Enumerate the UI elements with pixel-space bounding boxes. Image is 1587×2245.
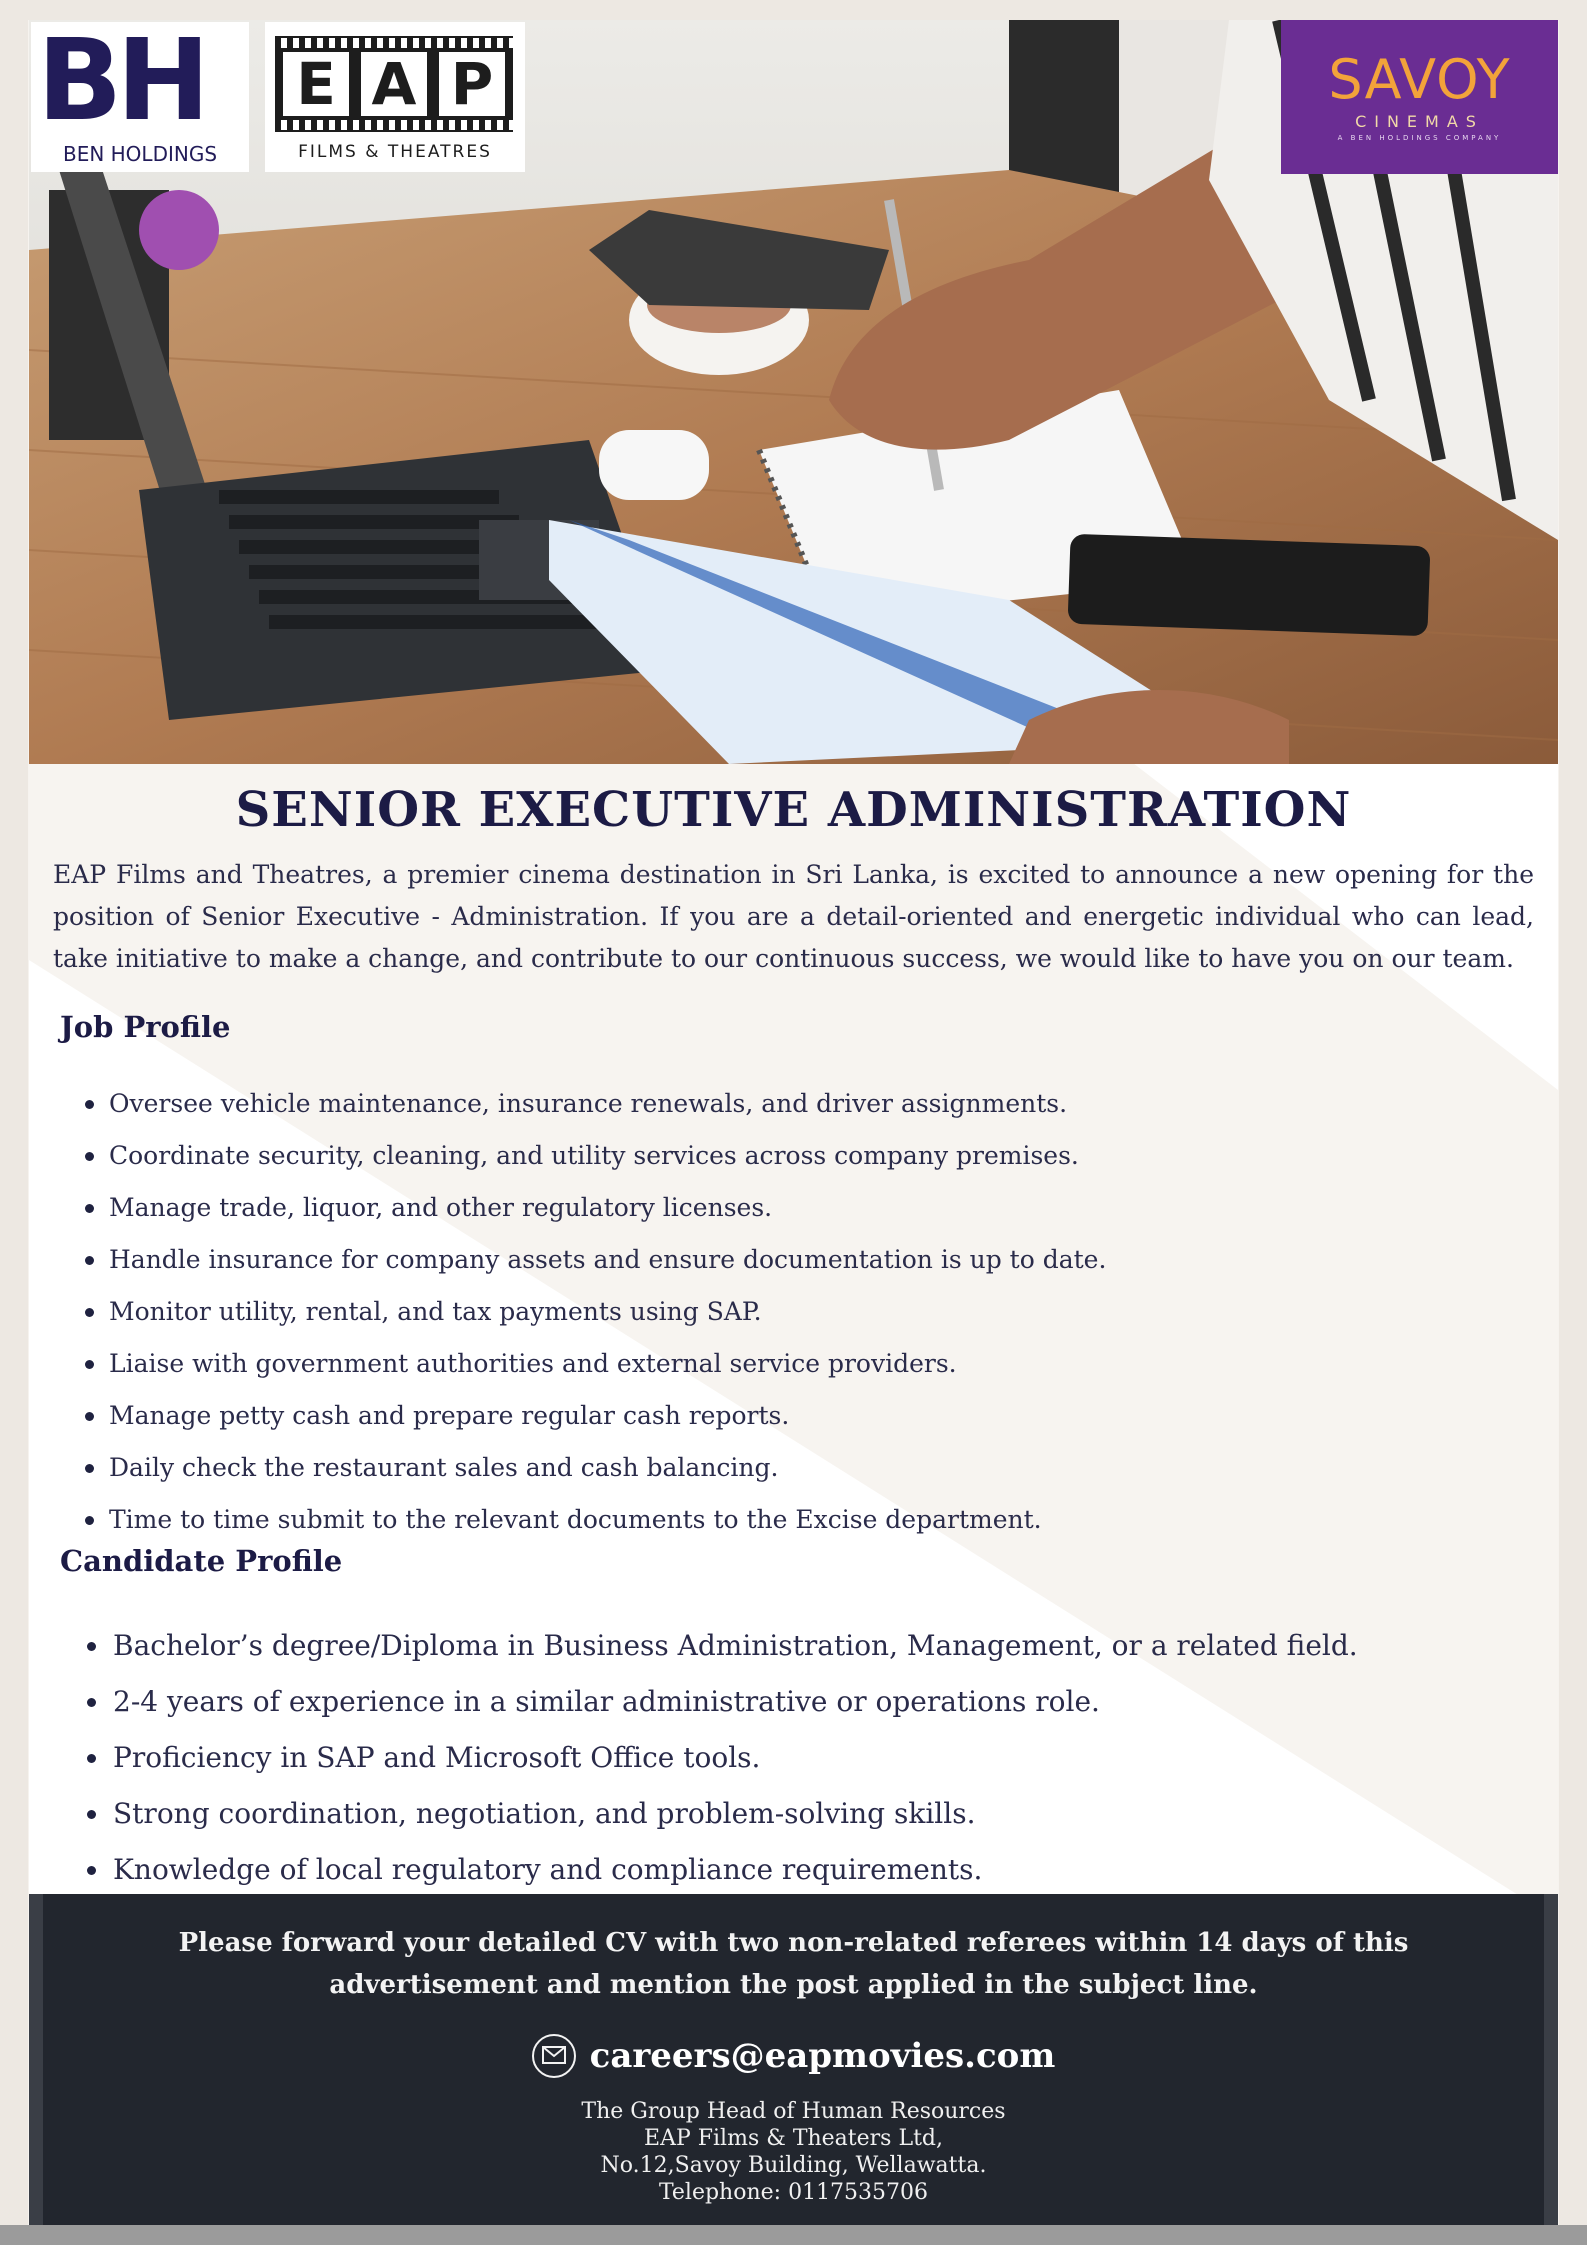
list-item: Proficiency in SAP and Microsoft Office tools.: [113, 1730, 1358, 1786]
eap-letter-p: P: [439, 52, 505, 116]
list-item: Manage petty cash and prepare regular cash reports.: [109, 1390, 1106, 1442]
eap-letter-a: A: [361, 52, 427, 116]
list-item: Strong coordination, negotiation, and problem-solving skills.: [113, 1786, 1358, 1842]
eap-film-strip: [275, 36, 513, 132]
address-line: The Group Head of Human Resources: [581, 2099, 1006, 2124]
bh-name: BEN HOLDINGS: [62, 142, 218, 166]
frame-right: [1559, 0, 1587, 2245]
contact-address: [29, 2098, 1558, 2206]
list-item: Time to time submit to the relevant documents to the Excise department.: [109, 1494, 1106, 1546]
eap-logo: [265, 22, 525, 172]
candidate-profile-list: [113, 1618, 1358, 1898]
list-item: Coordinate security, cleaning, and utility services across company premises.: [109, 1130, 1106, 1182]
savoy-tagline: A BEN HOLDINGS COMPANY: [1337, 134, 1502, 142]
ben-holdings-logo: [31, 22, 249, 172]
list-item: 2-4 years of experience in a similar administrative or operations role.: [113, 1674, 1358, 1730]
email-row: [29, 2028, 1558, 2084]
job-profile-heading: Job Profile: [60, 1010, 231, 1044]
job-profile-list: [109, 1078, 1106, 1546]
eap-letter-e: E: [283, 52, 349, 116]
mail-icon: [532, 2034, 576, 2078]
eap-subtitle: FILMS & THEATRES: [298, 142, 492, 162]
list-item: Daily check the restaurant sales and cash balancing.: [109, 1442, 1106, 1494]
footer: [29, 1894, 1558, 2245]
candidate-profile-heading: Candidate Profile: [60, 1544, 343, 1578]
list-item: Knowledge of local regulatory and compliance requirements.: [113, 1842, 1358, 1898]
email-link[interactable]: careers@eapmovies.com: [589, 2036, 1056, 2076]
list-item: Bachelor’s degree/Diploma in Business Administration, Management, or a related field.: [113, 1618, 1358, 1674]
list-item: Monitor utility, rental, and tax payments using SAP.: [109, 1286, 1106, 1338]
telephone: Telephone: 0117535706: [658, 2180, 929, 2205]
frame-top: [0, 0, 1587, 20]
bh-mark: BH: [37, 20, 205, 146]
bottom-strip: [0, 2225, 1587, 2245]
frame-left: [0, 0, 28, 2245]
address-line: EAP Films & Theaters Ltd,: [644, 2126, 943, 2151]
savoy-name: SAVOY: [1328, 48, 1511, 111]
list-item: Liaise with government authorities and external service providers.: [109, 1338, 1106, 1390]
address-line: No.12,Savoy Building, Wellawatta.: [600, 2153, 987, 2178]
list-item: Oversee vehicle maintenance, insurance renewals, and driver assignments.: [109, 1078, 1106, 1130]
page-title: SENIOR EXECUTIVE ADMINISTRATION: [235, 782, 1352, 838]
savoy-cinemas-logo: [1281, 20, 1558, 174]
list-item: Handle insurance for company assets and ensure documentation is up to date.: [109, 1234, 1106, 1286]
list-item: Manage trade, liquor, and other regulatory licenses.: [109, 1182, 1106, 1234]
content-area: [29, 20, 1558, 2245]
application-instructions: Please forward your detailed CV with two non-related referees within 14 days of this advertisement and mention the post applied in the subject line.: [178, 1928, 1409, 2000]
intro-paragraph: EAP Films and Theatres, a premier cinema destination in Sri Lanka, is excited to announce a new opening for the position of Senior Executive - Administration. If you are a detail-oriented and energetic individual who can lead, take initiative to make a change, and contribute to our continuous success, we would like to have you on our team.: [53, 860, 1534, 973]
savoy-subtitle: CINEMAS: [1355, 112, 1484, 131]
